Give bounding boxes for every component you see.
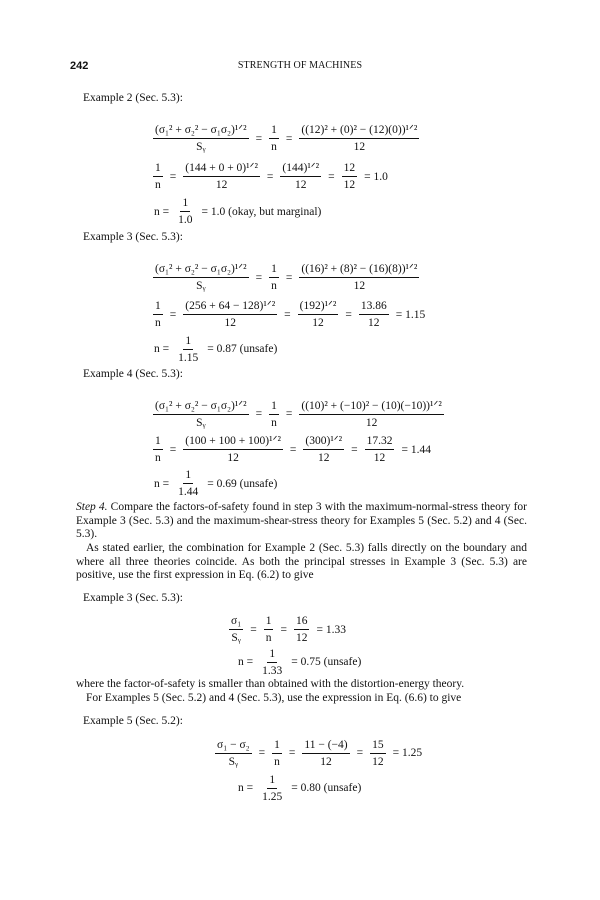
- equation: [234, 770, 600, 806]
- denominator: Sᵧ: [228, 755, 239, 768]
- denominator: 12: [318, 452, 330, 464]
- fraction: [150, 299, 166, 330]
- denominator: n: [265, 632, 272, 644]
- denominator: 12: [295, 179, 307, 191]
- numerator: ((12)² + (0)² − (12)(0))¹ᐟ²: [299, 123, 419, 139]
- numerator: σ₁: [229, 614, 243, 630]
- denominator: n: [271, 280, 277, 292]
- numerator: 1: [267, 773, 277, 789]
- numerator: 1: [153, 434, 163, 450]
- equation-text: =: [255, 132, 263, 145]
- numerator: (144)¹ᐟ²: [280, 161, 321, 177]
- denominator: Sᵧ: [231, 632, 241, 644]
- denominator: 12: [295, 632, 308, 644]
- denominator: n: [271, 416, 277, 429]
- fraction: [295, 299, 342, 330]
- fraction: [362, 434, 398, 465]
- fraction: [212, 738, 255, 769]
- paragraph: For Examples 5 (Sec. 5.2) and 4 (Sec. 5.3), use the expression in Eq. (6.6) to give: [86, 692, 462, 704]
- step4-paragraph: [76, 501, 527, 542]
- equation-text: = 1.0: [364, 170, 388, 183]
- fraction: [266, 262, 282, 293]
- denominator: 12: [215, 179, 228, 191]
- numerator: 1: [267, 647, 277, 663]
- numerator: 1: [269, 123, 279, 139]
- numerator: (144 + 0 + 0)¹ᐟ²: [183, 161, 260, 177]
- fraction: [150, 161, 166, 192]
- equation-text: =: [284, 308, 291, 321]
- numerator: (192)¹ᐟ²: [298, 299, 339, 315]
- denominator: 12: [343, 179, 356, 191]
- numerator: 1: [153, 161, 163, 177]
- denominator: Sᵧ: [196, 280, 206, 292]
- numerator: 11 − (−4): [302, 738, 349, 754]
- equation-text: = 1.0 (okay, but marginal): [201, 205, 322, 218]
- numerator: 1: [269, 399, 279, 415]
- fraction: [173, 334, 203, 365]
- equation-text: = 0.69 (unsafe): [207, 477, 278, 490]
- equation: [150, 298, 600, 331]
- equation-text: =: [328, 170, 335, 183]
- equation-text: = 1.25: [392, 747, 423, 759]
- numerator: σ₁ − σ₂: [215, 738, 252, 754]
- equation-text: = 0.87 (unsafe): [207, 343, 278, 355]
- fraction: [296, 123, 422, 154]
- fraction: [226, 614, 246, 645]
- numerator: 1: [183, 334, 193, 350]
- equation-text: = 1.33: [316, 623, 346, 636]
- denominator: n: [271, 141, 277, 153]
- denominator: 1.44: [178, 486, 199, 498]
- equation-text: =: [345, 308, 352, 321]
- equation: [150, 395, 600, 433]
- equation: [212, 736, 600, 770]
- equation-text: =: [285, 132, 293, 145]
- numerator: 1: [269, 262, 279, 278]
- fraction: [269, 738, 285, 769]
- numerator: 1: [153, 299, 163, 315]
- equation-text: =: [266, 170, 274, 183]
- equation: [234, 646, 600, 678]
- fraction: [180, 161, 263, 192]
- equation-text: = 1.44: [401, 443, 431, 456]
- example-label: Example 3 (Sec. 5.3):: [83, 231, 183, 243]
- equation: [150, 160, 600, 193]
- equation-text: = 1.15: [395, 308, 426, 321]
- denominator: n: [155, 452, 161, 464]
- numerator: (σ₁² + σ₂² − σ₁σ₂)¹ᐟ²: [153, 123, 249, 139]
- equation: [226, 613, 600, 646]
- denominator: 12: [372, 755, 384, 768]
- numerator: (100 + 100 + 100)¹ᐟ²: [183, 434, 283, 450]
- numerator: (300)¹ᐟ²: [303, 434, 344, 450]
- denominator: 1.0: [178, 214, 193, 226]
- fraction: [291, 614, 313, 645]
- equation-text: =: [289, 443, 297, 456]
- numerator: 12: [342, 161, 358, 177]
- fraction: [173, 196, 197, 227]
- fraction: [257, 773, 287, 804]
- numerator: 16: [294, 614, 310, 630]
- fraction: [180, 299, 280, 330]
- denominator: 1.25: [262, 790, 283, 803]
- numerator: 1: [264, 614, 274, 630]
- equation-text: =: [258, 747, 266, 759]
- equation-text: =: [351, 443, 358, 456]
- fraction: [150, 123, 252, 154]
- numerator: ((16)² + (8)² − (16)(8))¹ᐟ²: [299, 262, 419, 278]
- equation-text: n =: [154, 477, 170, 490]
- numerator: ((10)² + (−10)² − (10)(−10))¹ᐟ²: [299, 399, 443, 415]
- example-label: Example 3 (Sec. 5.3):: [83, 592, 183, 604]
- paragraph: As stated earlier, the combination for Example 2 (Sec. 5.3) falls directly on the boundary and where all three theories coincide. As both the principal stresses in Example 3 (Sec. 5.3) are positive, use the first expression in Eq. (6.2) to give: [76, 542, 527, 582]
- equation-text: =: [285, 271, 293, 284]
- fraction: [296, 262, 422, 293]
- denominator: n: [155, 317, 161, 329]
- equation-text: = 0.80 (unsafe): [291, 782, 362, 794]
- equation-text: =: [250, 623, 257, 636]
- equation-text: n =: [238, 782, 254, 794]
- fraction: [299, 738, 352, 769]
- page-number: 242: [70, 60, 89, 72]
- equation-text: =: [255, 271, 263, 284]
- step-lead: Step 4.: [76, 501, 108, 513]
- equation-text: =: [169, 443, 177, 456]
- fraction: [300, 434, 347, 465]
- equation-text: =: [255, 408, 263, 420]
- equation-text: =: [285, 408, 293, 420]
- denominator: 12: [373, 452, 386, 464]
- denominator: n: [274, 755, 280, 768]
- equation-text: =: [169, 308, 177, 321]
- equation-text: n =: [154, 343, 170, 355]
- fraction: [356, 299, 392, 330]
- fraction: [150, 262, 252, 293]
- fraction: [150, 434, 166, 465]
- equation: [150, 466, 600, 501]
- step-text: Compare the factors-of-safety found in step 3 with the maximum-normal-stress theory for Example 3 (Sec. 5.3) and the maximum-shear-stress theory for Examples 5 (Sec. 5.2) and 4 (Sec. 5.3).: [76, 501, 527, 541]
- equation-text: =: [288, 747, 296, 759]
- numerator: (σ₁² + σ₂² − σ₁σ₂)¹ᐟ²: [153, 262, 249, 278]
- fraction: [173, 468, 203, 499]
- denominator: n: [155, 179, 161, 191]
- fraction: [277, 161, 324, 192]
- denominator: Sᵧ: [196, 141, 206, 153]
- denominator: 12: [227, 452, 239, 464]
- equation-text: n =: [154, 205, 170, 218]
- fraction: [266, 399, 282, 430]
- denominator: 12: [224, 317, 236, 329]
- fraction: [266, 123, 282, 154]
- fraction: [339, 161, 361, 192]
- equation: [150, 117, 600, 160]
- equation-text: = 0.75 (unsafe): [291, 656, 362, 668]
- numerator: 17.32: [365, 434, 395, 450]
- equation: [150, 257, 600, 298]
- denominator: 12: [353, 280, 366, 292]
- equation: [150, 433, 600, 466]
- numerator: (256 + 64 − 128)¹ᐟ²: [183, 299, 277, 315]
- equation: [150, 331, 600, 367]
- fraction: [180, 434, 286, 465]
- numerator: 13.86: [359, 299, 389, 315]
- running-title: STRENGTH OF MACHINES: [237, 60, 363, 71]
- denominator: 12: [368, 317, 380, 329]
- page-header: [0, 59, 600, 91]
- denominator: Sᵧ: [196, 416, 206, 429]
- numerator: (σ₁² + σ₂² − σ₁σ₂)¹ᐟ²: [153, 399, 249, 415]
- denominator: 1.33: [262, 664, 283, 677]
- equation-text: =: [280, 623, 287, 636]
- numerator: 1: [272, 738, 282, 754]
- equation-text: =: [169, 170, 177, 183]
- denominator: 12: [312, 317, 324, 329]
- denominator: 12: [353, 141, 366, 153]
- denominator: 12: [320, 755, 332, 768]
- fraction: [261, 614, 277, 645]
- denominator: 12: [365, 416, 378, 429]
- example-label: Example 4 (Sec. 5.3):: [83, 368, 183, 380]
- fraction: [367, 738, 389, 769]
- numerator: 15: [370, 738, 386, 754]
- denominator: 1.15: [178, 351, 199, 364]
- equation-text: n =: [238, 656, 254, 668]
- equation: [150, 193, 600, 230]
- example-label: Example 2 (Sec. 5.3):: [83, 92, 183, 104]
- equation-text: =: [356, 747, 364, 759]
- fraction: [296, 399, 446, 430]
- numerator: 1: [183, 468, 193, 484]
- example-label: Example 5 (Sec. 5.2):: [83, 715, 183, 727]
- fraction: [150, 399, 252, 430]
- fraction: [257, 647, 287, 678]
- paragraph: where the factor-of-safety is smaller than obtained with the distortion-energy theory.: [76, 678, 465, 690]
- numerator: 1: [180, 196, 190, 212]
